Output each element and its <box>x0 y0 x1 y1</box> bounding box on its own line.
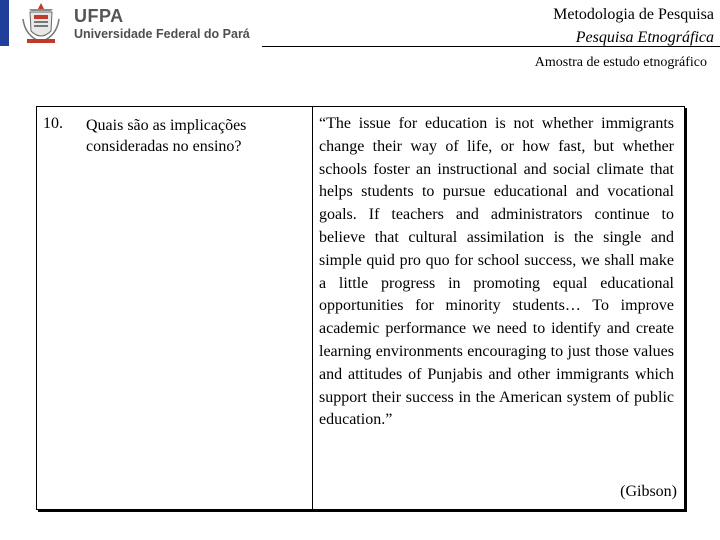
page-subtitle: Pesquisa Etnográfica <box>575 29 714 46</box>
slide-caption: Amostra de estudo etnográfico <box>534 55 707 70</box>
university-name: Universidade Federal do Pará <box>74 27 250 41</box>
university-seal-icon <box>19 1 63 45</box>
study-table <box>36 106 685 510</box>
quote-text: “The issue for education is not whether immigrants change their way of life, or how fast, but whether schools foster an instructional and social climate that helps students to pursue educational and vocational goals. If teachers and administrators continue to believe that cultural assimilation is the single and simple quid pro quo for school success, we shall make a little progress in promoting equal educational opportunities for minority students… To improve academic performance we need to identify and create learning environments encouraging to just those values and attitudes of Punjabis and other immigrants which support their success in the American system of public education.” <box>319 115 674 429</box>
question-number: 10. <box>43 115 63 132</box>
answer-cell <box>313 107 684 509</box>
question-text: Quais são as implicações consideradas no ensino? <box>86 117 247 155</box>
logo-accent-bar <box>0 0 9 46</box>
header-divider <box>262 46 720 47</box>
quote-citation: (Gibson) <box>620 483 677 500</box>
logo-acronym: UFPA <box>74 6 124 26</box>
university-logo <box>0 0 258 46</box>
page-title: Metodologia de Pesquisa <box>553 6 714 23</box>
question-cell <box>37 107 313 509</box>
